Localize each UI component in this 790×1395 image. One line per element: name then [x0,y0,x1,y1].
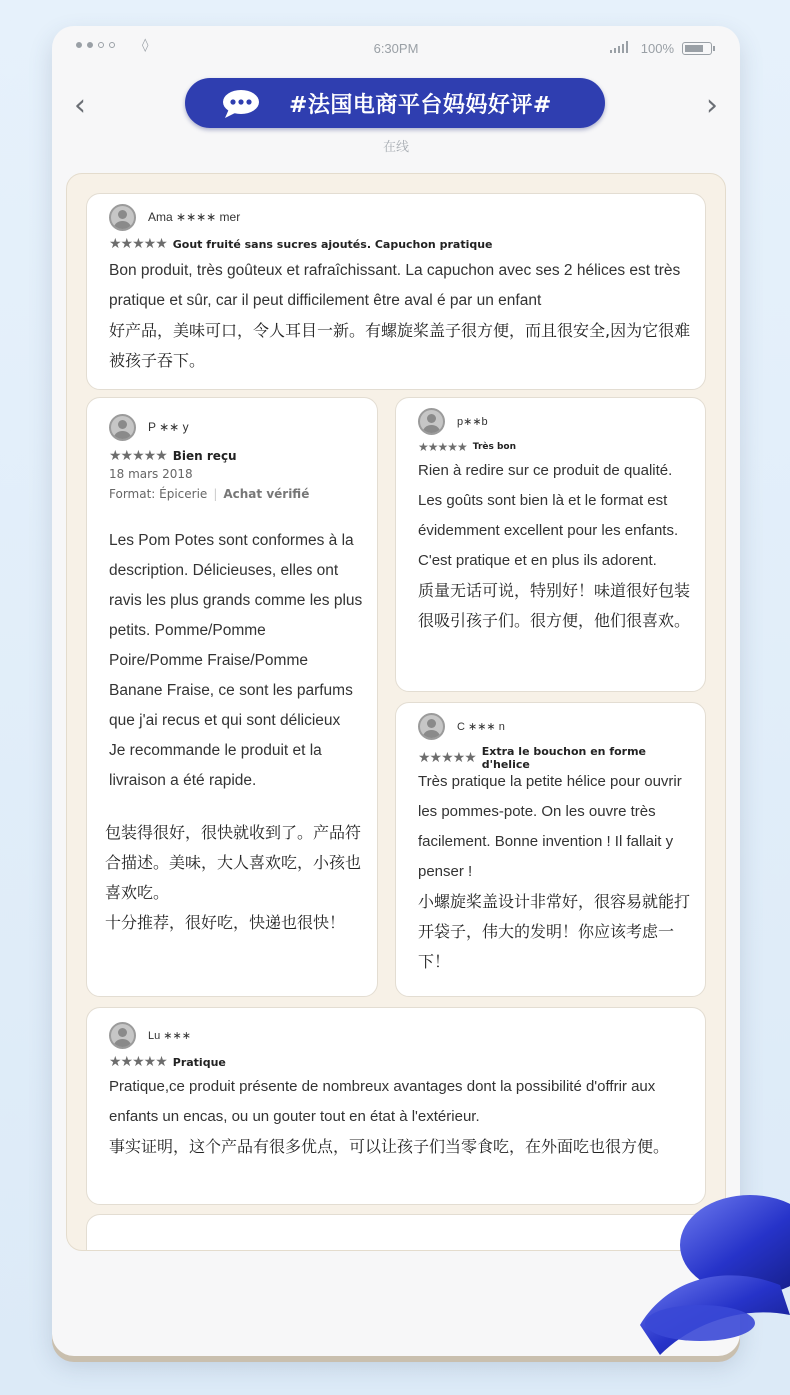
back-chevron-icon[interactable]: ‹ [74,88,86,123]
username: P ∗∗ y [148,420,189,434]
review-title: Extra le bouchon en forme d'helice [481,745,647,771]
review-meta: Format: Épicerie | Achat vérifié [109,487,310,501]
rating-row [109,448,363,464]
review-title: Très bon [472,442,517,452]
avatar [418,408,445,435]
avatar [109,204,136,231]
reviews-panel[interactable] [66,173,726,1251]
chat-title: #法国电商平台妈妈好评# [289,92,552,118]
review-title: Gout fruité sans sucres ajoutés. Capuchon pratique [172,237,493,251]
avatar [418,713,445,740]
online-status: 在线 [382,140,409,155]
review-text-fr: Bon produit, très goûteux et rafraîchissant. La capuchon avec ses 2 hélices est très pratique et sûr, car il peut difficilement être aval é par un enfant [109,262,681,309]
review-card [395,702,706,997]
chat-bubble-icon [221,89,261,117]
star-rating-icon: ★★★★★ [109,448,167,464]
review-text-zh: 好产品，美味可口，令人耳目一新。有螺旋桨盖子很方便，而且很安全,因为它很难被孩子吞下。 [109,321,691,370]
review-text-zh: 包装得很好，很快就收到了。产品符合描述。美味，大人喜欢吃，小孩也喜欢吃。 [105,823,362,902]
review-card [86,193,706,390]
review-card [395,397,706,692]
status-time: 6:30PM [373,41,419,56]
review-user [109,1020,691,1050]
review-user [418,711,691,741]
username: Ama ∗∗∗∗ mer [148,210,241,224]
review-title: Pratique [172,1055,226,1069]
battery-percent: 100% [640,41,674,56]
review-card [86,397,378,997]
review-text-fr: Rien à redire sur ce produit de qualité. Les goûts sont bien là et le format est évidemment excellent pour les enfants. C'est pratique et en plus ils adorent. [418,462,679,569]
review-user [418,406,691,436]
verified-purchase: Achat vérifié [223,487,310,501]
username: p∗∗b [457,415,488,428]
pouch-cap-illustration [580,1155,790,1375]
battery-icon [682,42,712,55]
review-text-fr: Très pratique la petite hélice pour ouvrir les pommes-pote. On les ouvre très facilement. Bonne invention ! Il fallait y penser ! [418,773,682,880]
rating-row [109,236,691,252]
review-format: Format: Épicerie [109,487,208,501]
review-user [109,412,363,442]
rating-row [418,440,691,454]
star-rating-icon: ★★★★★ [418,750,476,766]
review-user [109,202,691,232]
cell-signal-icon [610,41,628,53]
review-title: Bien reçu [172,449,237,463]
status-bar [52,26,740,72]
avatar [109,414,136,441]
review-text-zh: 事实证明，这个产品有很多优点，可以让孩子们当零食吃，在外面吃也很方便。 [109,1137,670,1156]
forward-chevron-icon[interactable]: › [706,88,718,123]
review-text-fr: Les Pom Potes sont conformes à la description. Délicieuses, elles ont ravis les plus grands comme les plus petits. Pomme/Pomme Poire/Pomme Fraise/Pomme Banane Fraise, ce sont les parfums que j'ai recus et qui sont délicieux [109,532,363,729]
wifi-icon: ◊ [142,38,149,53]
star-rating-icon: ★★★★★ [418,440,467,454]
review-text-zh: 质量无话可说，特别好！味道很好包装很吸引孩子们。很方便，他们很喜欢。 [418,581,691,630]
review-text-fr: Pratique,ce produit présente de nombreux avantages dont la possibilité d'offrir aux enfants un encas, ou un gouter tout en état à l'extérieur. [109,1078,656,1125]
username: Lu ∗∗∗ [148,1029,191,1042]
review-date: 18 mars 2018 [109,467,193,481]
chat-title-pill [185,78,605,128]
review-text-zh-2: 十分推荐，很好吃，快递也很快！ [105,913,346,932]
rating-row [109,1054,691,1070]
review-text-fr-2: Je recommande le produit et la livraison a été rapide. [109,742,322,789]
star-rating-icon: ★★★★★ [109,236,167,252]
username: C ∗∗∗ n [457,720,505,733]
avatar [109,1022,136,1049]
star-rating-icon: ★★★★★ [109,1054,167,1070]
review-text-zh: 小螺旋桨盖设计非常好，很容易就能打开袋子，伟大的发明！你应该考虑一下！ [418,892,691,971]
